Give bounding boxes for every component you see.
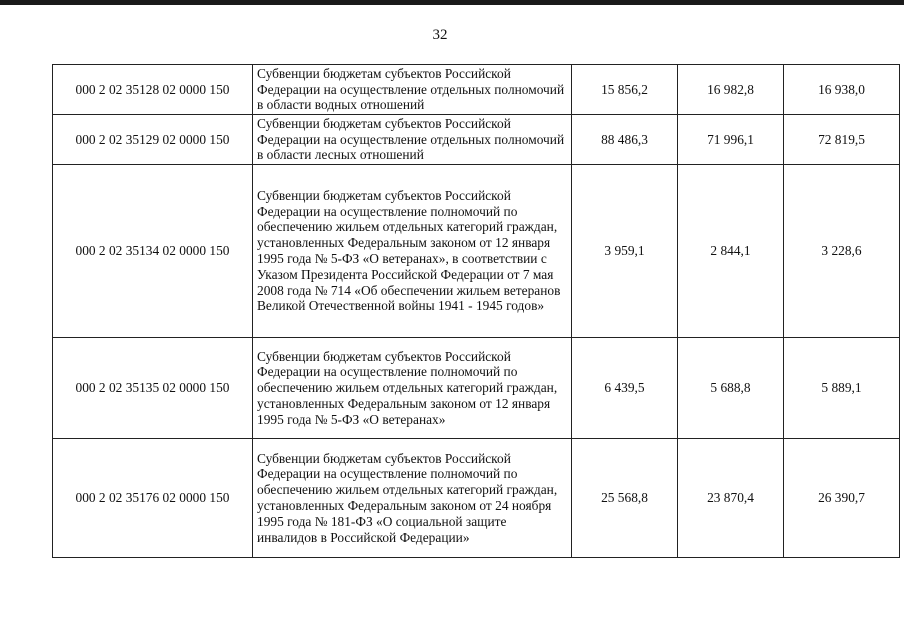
- amount-year1-cell: 6 439,5: [572, 338, 678, 439]
- table-row: [53, 439, 900, 558]
- table-row: [53, 338, 900, 439]
- amount-year3-cell: 3 228,6: [784, 165, 900, 338]
- amount-year3-cell: 72 819,5: [784, 115, 900, 165]
- amount-year2-cell: 2 844,1: [678, 165, 784, 338]
- description-cell: Субвенции бюджетам субъектов Российской Федерации на осуществление отдельных полномочий в области водных отношений: [253, 65, 572, 115]
- table-row: [53, 165, 900, 338]
- budget-code-cell: 000 2 02 35135 02 0000 150: [53, 338, 253, 439]
- amount-year2-cell: 5 688,8: [678, 338, 784, 439]
- description-cell: Субвенции бюджетам субъектов Российской Федерации на осуществление полномочий по обеспечению жильем отдельных категорий граждан, установленных Федеральным законом от 12 января 1995 года № 5-ФЗ «О ветеранах»: [253, 338, 572, 439]
- amount-year3-cell: 5 889,1: [784, 338, 900, 439]
- amount-year3-cell: 16 938,0: [784, 65, 900, 115]
- amount-year2-cell: 23 870,4: [678, 439, 784, 558]
- amount-year1-cell: 3 959,1: [572, 165, 678, 338]
- amount-year2-cell: 71 996,1: [678, 115, 784, 165]
- budget-table: [52, 64, 900, 558]
- budget-code-cell: 000 2 02 35134 02 0000 150: [53, 165, 253, 338]
- table-row: [53, 115, 900, 165]
- budget-code-cell: 000 2 02 35176 02 0000 150: [53, 439, 253, 558]
- amount-year2-cell: 16 982,8: [678, 65, 784, 115]
- top-border-rule: [0, 0, 904, 5]
- table-row: [53, 65, 900, 115]
- page-number: 32: [432, 27, 448, 43]
- budget-code-cell: 000 2 02 35128 02 0000 150: [53, 65, 253, 115]
- amount-year1-cell: 15 856,2: [572, 65, 678, 115]
- amount-year3-cell: 26 390,7: [784, 439, 900, 558]
- budget-code-cell: 000 2 02 35129 02 0000 150: [53, 115, 253, 165]
- amount-year1-cell: 25 568,8: [572, 439, 678, 558]
- amount-year1-cell: 88 486,3: [572, 115, 678, 165]
- description-cell: Субвенции бюджетам субъектов Российской Федерации на осуществление полномочий по обеспечению жильем отдельных категорий граждан, установленных Федеральным законом от 12 января 1995 года № 5-ФЗ «О ветеранах», в соответствии с Указом Президента Российской Федерации от 7 мая 2008 года № 714 «Об обеспечении жильем ветеранов Великой Отечественной войны 1941 - 1945 годов»: [253, 165, 572, 338]
- description-cell: Субвенции бюджетам субъектов Российской Федерации на осуществление полномочий по обеспечению жильем отдельных категорий граждан, установленных Федеральным законом от 24 ноября 1995 года № 181-ФЗ «О социальной защите инвалидов в Российской Федерации»: [253, 439, 572, 558]
- description-cell: Субвенции бюджетам субъектов Российской Федерации на осуществление отдельных полномочий в области лесных отношений: [253, 115, 572, 165]
